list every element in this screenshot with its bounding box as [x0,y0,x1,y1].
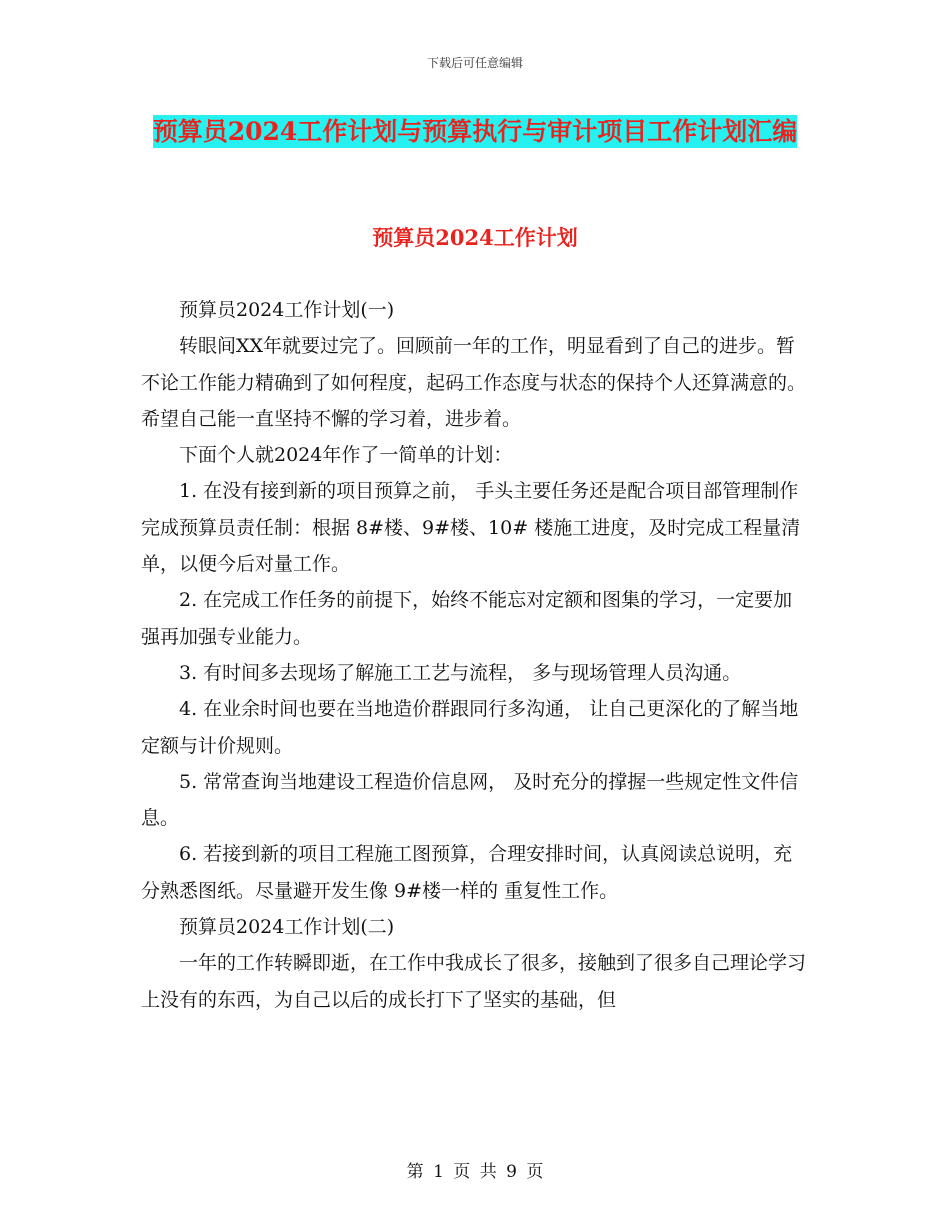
paragraph: 一年的工作转瞬即逝，在工作中我成长了很多，接触到了很多自己理论学习上没有的东西，为自己以后的成长打下了坚实的基础，但 [141,952,807,1011]
page-number-footer: 第 1 页 共 9 页 [406,1162,544,1182]
paragraph: 4. 在业余时间也要在当地造价群跟同行多沟通， 让自己更深化的了解当地定额与计价规则。 [141,698,799,757]
document-title-text: 预算员2024工作计划与预算执行与审计项目工作计划汇编 [152,117,798,146]
paragraph: 2. 在完成工作任务的前提下，始终不能忘对定额和图集的学习，一定要加强再加强专业能力。 [141,589,793,648]
document-title [140,108,810,156]
paragraph: 1. 在没有接到新的项目预算之前， 手头主要任务还是配合项目部管理制作完成预算员责任制：根据 8#楼、9#楼、10# 楼施工进度，及时完成工程量清单，以便今后对量工作。 [141,480,801,576]
section-title: 预算员2024工作计划 [372,225,578,250]
paragraph: 预算员2024工作计划(二) [179,916,395,939]
paragraph: 3. 有时间多去现场了解施工工艺与流程， 多与现场管理人员沟通。 [179,661,742,684]
paragraph: 5. 常常查询当地建设工程造价信息网， 及时充分的撑握一些规定性文件信息。 [141,770,799,830]
paragraph: 转眼间XX年就要过完了。回顾前一年的工作，明显看到了自己的进步。暂不论工作能力精确到了如何程度，起码工作态度与状态的保持个人还算满意的。希望自己能一直坚持不懈的学习着，进步着。 [141,335,807,430]
document-body [141,292,809,1018]
paragraph: 6. 若接到新的项目工程施工图预算，合理安排时间，认真阅读总说明，充分熟悉图纸。尽量避开发生像 9#楼一样的 重复性工作。 [141,843,793,902]
paragraph: 预算员2024工作计划(一) [179,299,395,321]
page-header-note: 下载后可任意编辑 [426,56,523,70]
paragraph: 下面个人就2024年作了一简单的计划： [179,444,513,467]
